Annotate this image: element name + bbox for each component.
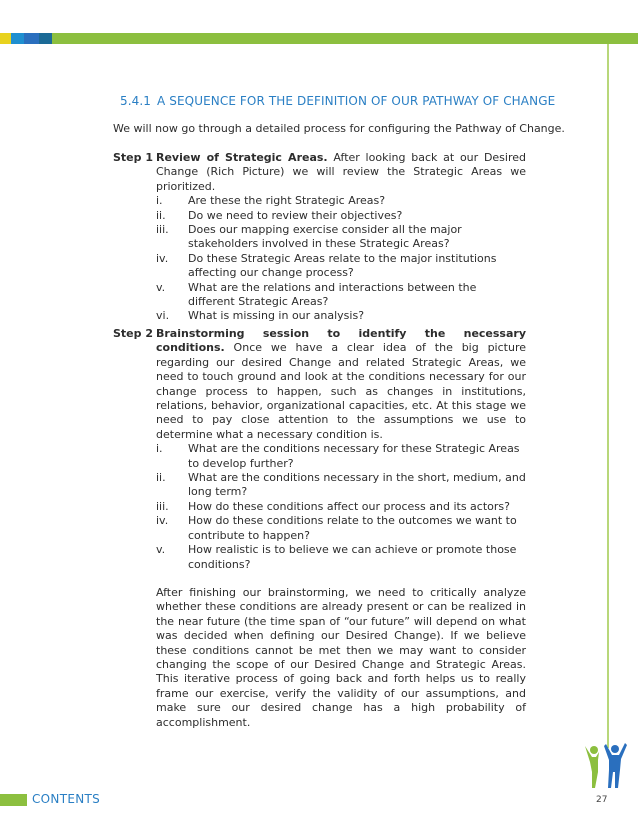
step-1-label: Step 1 <box>113 151 153 164</box>
list-item-text: What are the conditions necessary for these Strategic Areas to develop further? <box>188 442 520 470</box>
list-item-number: i. <box>156 442 163 456</box>
list-item-number: v. <box>156 543 166 557</box>
list-item-number: i. <box>156 194 163 208</box>
list-item-number: iv. <box>156 514 169 528</box>
step-1-description <box>156 151 526 194</box>
step-1-question-list <box>156 194 526 324</box>
color-bar-blue-segment <box>11 33 24 44</box>
list-item-text: What is missing in our analysis? <box>188 309 365 323</box>
page-number: 27 <box>596 795 608 805</box>
list-item <box>156 194 526 208</box>
step-2-header <box>113 327 526 442</box>
step-2-label: Step 2 <box>113 327 153 340</box>
list-item-number: v. <box>156 280 166 294</box>
list-item <box>156 500 526 514</box>
list-item <box>156 442 526 471</box>
right-margin-rule <box>607 44 609 748</box>
step-2-description <box>156 327 526 442</box>
top-color-bar <box>0 33 638 44</box>
list-item-text: How do these conditions relate to the outcomes we want to contribute to happen? <box>188 514 517 542</box>
contents-link-box[interactable] <box>0 794 27 806</box>
color-bar-teal-segment <box>39 33 52 44</box>
step-2-title: Brainstorming session to identify the necessary conditions. <box>156 327 526 355</box>
step-2 <box>113 327 526 730</box>
list-item <box>156 514 526 543</box>
color-bar-blue-segment-2 <box>24 33 39 44</box>
list-item-text: Are these the right Strategic Areas? <box>188 194 386 208</box>
list-item <box>156 471 526 500</box>
list-item-number: iii. <box>156 499 169 513</box>
list-item-text: How realistic is to believe we can achieve or promote those conditions? <box>188 543 517 571</box>
step-2-closing-paragraph: After finishing our brainstorming, we need to critically analyze whether these conditions are already present or can be realized in the near future (the time span of “our future” will depend on what was decided when defining our Desired Change). If we believe these conditions cannot be met then we may want to consider changing the scope of our Desired Change and Strategic Areas. This iterative process of going back and forth helps us to really frame our exercise, verify the validity of our assumptions, and make sure our desired change has a high probability of accomplishment. <box>156 585 526 729</box>
list-item-text: How do these conditions affect our process and its actors? <box>188 499 510 513</box>
intro-paragraph: We will now go through a detailed process for configuring the Pathway of Change. <box>113 122 565 135</box>
list-item <box>156 281 526 310</box>
step-1-title: Review of Strategic Areas. <box>156 151 328 164</box>
list-item <box>156 223 526 252</box>
step-2-text: Once we have a clear idea of the big picture regarding our desired Change and related Strategic Areas, we need to touch ground and look at the conditions necessary for our change process to happen, such as changes in institutions, relations, behavior, organizational capacities, etc. At this stage we need to pay close attention to the assumptions we use to determine what a necessary condition is. <box>156 341 526 441</box>
list-item-text: Do these Strategic Areas relate to the major institutions affecting our change process? <box>188 251 497 280</box>
step-1-text: After looking back at our Desired Change (Rich Picture) we will review the Strategic Areas we prioritized. <box>156 151 527 193</box>
list-item-text: What are the conditions necessary in the short, medium, and long term? <box>188 471 526 499</box>
list-item <box>156 543 526 572</box>
step-1-header <box>113 151 526 194</box>
list-item <box>156 209 526 223</box>
contents-link[interactable]: CONTENTS <box>32 792 101 806</box>
step-1 <box>113 151 526 324</box>
list-item-number: ii. <box>156 471 166 485</box>
list-item-number: vi. <box>156 309 170 323</box>
list-item-number: ii. <box>156 208 166 222</box>
list-item <box>156 309 526 323</box>
section-title-text: A SEQUENCE FOR THE DEFINITION OF OUR PATHWAY OF CHANGE <box>157 94 556 108</box>
list-item-text: Do we need to review their objectives? <box>188 208 403 222</box>
list-item-text: What are the relations and interactions between the different Strategic Areas? <box>188 280 477 309</box>
color-bar-yellow-segment <box>0 33 11 44</box>
list-item-text: Does our mapping exercise consider all the major stakeholders involved in these Strategic Areas? <box>188 223 462 251</box>
list-item-number: iii. <box>156 223 169 237</box>
step-2-question-list <box>156 442 526 572</box>
list-item <box>156 252 526 281</box>
two-people-cheering-logo-icon <box>582 740 628 790</box>
section-heading <box>120 94 590 108</box>
list-item-number: iv. <box>156 251 169 265</box>
color-bar-green-segment <box>52 33 638 44</box>
section-number: 5.4.1 <box>120 94 152 108</box>
